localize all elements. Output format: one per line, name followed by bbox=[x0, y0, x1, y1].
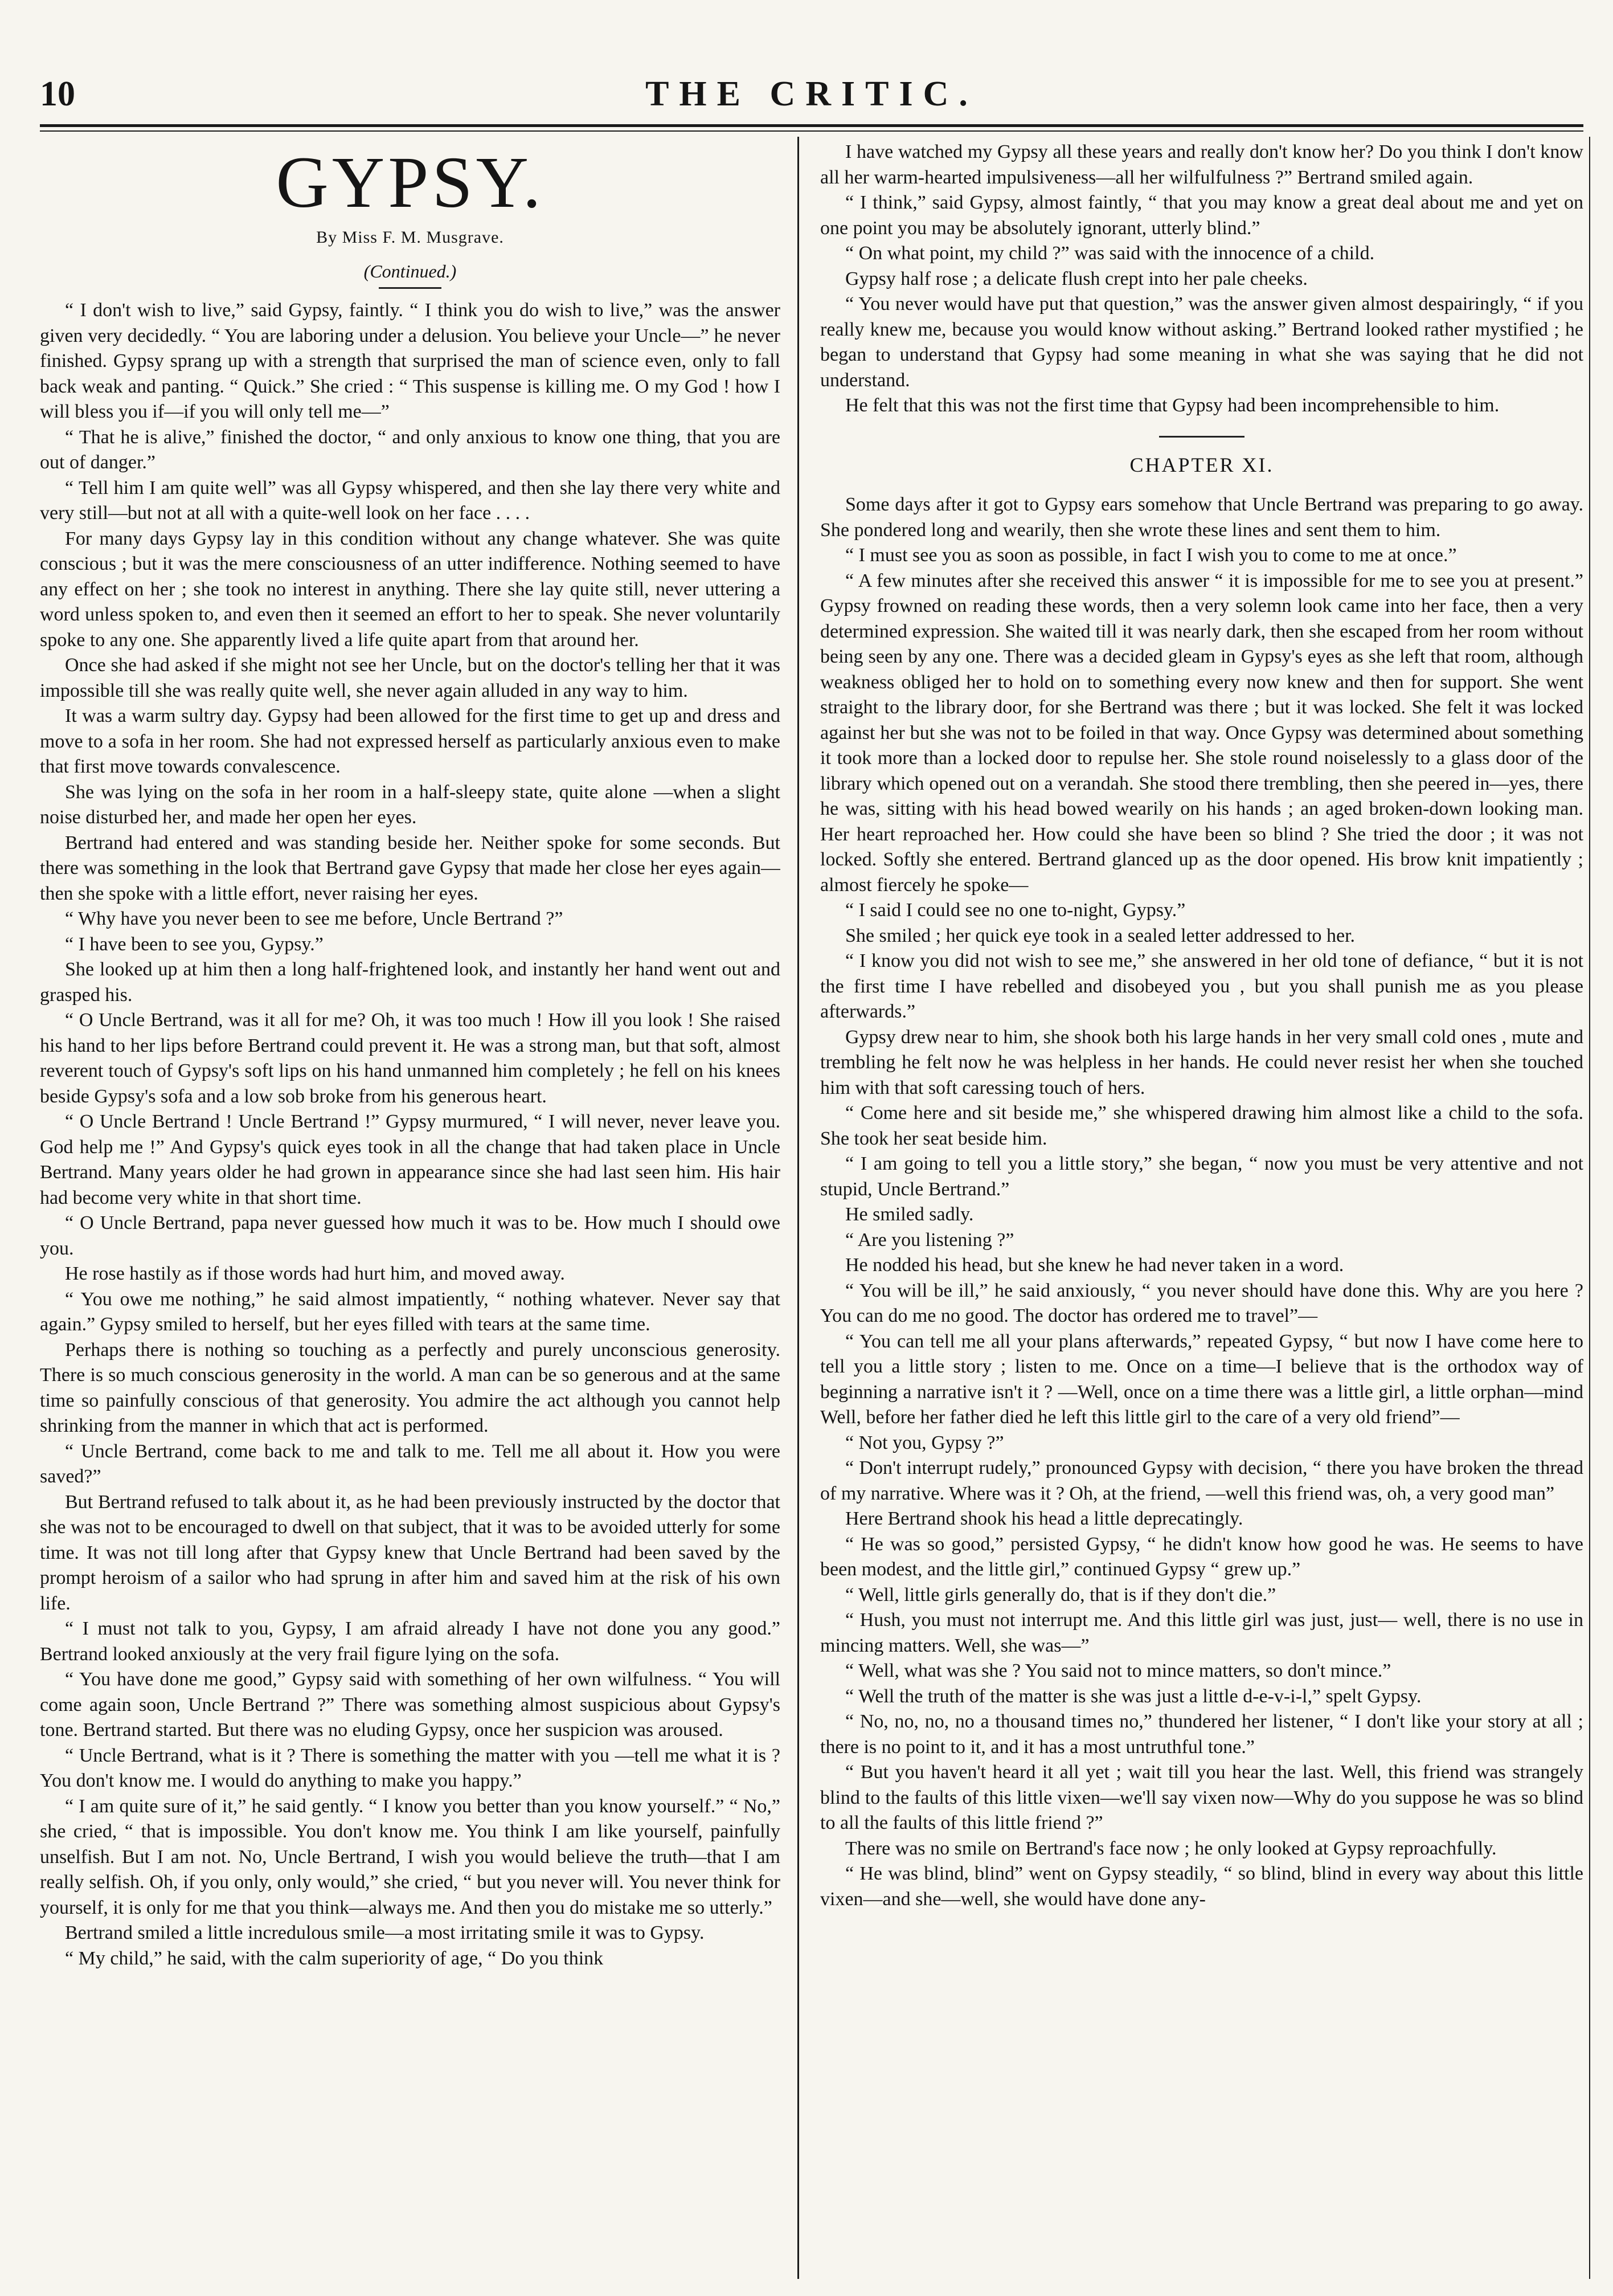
paragraph: “ Don't interrupt rudely,” pronounced Gypsy with decision, “ there you have broken the thread of my narrative. Where was it ? Oh, at the friend, —well this friend was, oh, a very good man” bbox=[820, 1457, 1583, 1504]
paragraph: “ Uncle Bertrand, what is it ? There is something the matter with you —tell me what it is ? You don't know me. I would do anything to make you happy.” bbox=[40, 1745, 780, 1791]
paragraph: “ Well the truth of the matter is she was just a little d-e-v-i-l,” spelt Gypsy. bbox=[845, 1685, 1422, 1707]
paragraph: “ A few minutes after she received this answer “ it is impossible for me to see you at present.” Gypsy frowned on reading these words, then a very solemn look came into her face, then a very determined expression. She waited till it was nearly dark, then she escaped from her room without being seen by any one. There was a decided gleam in Gypsy's eyes as she left that room, although weakness obliged her to hold on to something every now knew and then for support. She went straight to the library door, for she Bertrand was there ; but it was locked. She felt it was locked against her but she was not to be foiled in that way. Once Gypsy was determined about something it took more than a locked door to repulse her. She stole round noiselessly to a glass door of the library which opened out on a verandah. She stood there trembling, then she peered in—yes, there he was, sitting with his head bowed wearily on his hands ; an aged broken-down looking man. Her heart reproached her. How could she have been so blind ? She tried the door ; it was not locked. Softly she entered. Bertrand glanced up as the door opened. His brow knit impatiently ; almost fiercely he spoke— bbox=[820, 570, 1583, 896]
paragraph: Perhaps there is nothing so touching as a perfectly and purely unconscious generosity. There is so much conscious generosity in the world. A man can be so generous and at the same time so painfully conscious of that generosity. You admire the act although you cannot help shrinking from the manner in which that act is performed. bbox=[40, 1339, 780, 1436]
journal-title: THE CRITIC. bbox=[645, 75, 978, 113]
paragraph: “ No, no, no, no a thousand times no,” thundered her listener, “ I don't like your story at all ; there is no point to it, and it has a most untruthful tone.” bbox=[820, 1711, 1583, 1758]
paragraph: “ I said I could see no one to-night, Gypsy.” bbox=[845, 900, 1186, 921]
paragraph: “ Well, what was she ? You said not to mince matters, so don't mince.” bbox=[845, 1660, 1391, 1681]
page-number: 10 bbox=[40, 75, 75, 113]
paragraph: “ You have done me good,” Gypsy said with something of her own wilfulness. “ You will come again soon, Uncle Bertrand ?” There was something almost suspicious about Gypsy's tone. Bertrand started. But there was no eluding Gypsy, once her suspicion was aroused. bbox=[40, 1669, 780, 1741]
paragraph: “ He was so good,” persisted Gypsy, “ he didn't know how good he was. He seems to have been modest, and the little girl,” continued Gypsy “ grew up.” bbox=[820, 1533, 1583, 1580]
paragraph: Gypsy drew near to him, she shook both his large hands in her very small cold ones , mute and trembling he felt now he was helpless in her hands. He could never resist her when she touched him with that soft caressing touch of hers. bbox=[820, 1026, 1583, 1098]
paragraph: “ O Uncle Bertrand, papa never guessed how much it was to be. How much I should owe you. bbox=[40, 1212, 780, 1259]
left-column bbox=[40, 140, 780, 2273]
paragraph: Some days after it got to Gypsy ears somehow that Uncle Bertrand was preparing to go away. She pondered long and wearily, then she wrote these lines and sent them to him. bbox=[820, 494, 1583, 541]
header-rule-thick bbox=[40, 124, 1583, 127]
right-margin-rule bbox=[1589, 137, 1590, 2279]
article-title: GYPSY. bbox=[276, 142, 545, 223]
paragraph: For many days Gypsy lay in this condition without any change whatever. She was quite conscious ; but it was the mere consciousness of an utter indifference. Nothing seemed to have any effect on her ; she took no interest in anything. There she lay quite still, never uttering a word unless spoken to, and even then it seemed an effort to her to speak. She never voluntarily spoke to any one. She apparently lived a life quite apart from that around her. bbox=[40, 528, 780, 651]
chapter-rule bbox=[1159, 436, 1244, 438]
paragraph: “ I am going to tell you a little story,” she began, “ now you must be very attentive and not stupid, Uncle Bertrand.” bbox=[820, 1153, 1583, 1200]
paragraph: “ But you haven't heard it all yet ; wait till you hear the last. Well, this friend was strangely blind to the faults of this little vixen—we'll say vixen now—Why do you suppose he was so blind to all the faults of this little friend ?” bbox=[820, 1762, 1583, 1833]
chapter-heading: CHAPTER XI. bbox=[1129, 453, 1274, 476]
paragraph: “ Hush, you must not interrupt me. And this little girl was just, just— well, there is no use in mincing matters. Well, she was—” bbox=[820, 1609, 1583, 1656]
column-divider bbox=[797, 137, 799, 2279]
paragraph: Bertrand had entered and was standing beside her. Neither spoke for some seconds. But there was something in the look that Bertrand gave Gypsy that made her close her eyes again—then she spoke with a little effort, never raising her eyes. bbox=[40, 832, 780, 904]
right-column-top-body bbox=[820, 140, 1583, 419]
header-rule-thin bbox=[40, 130, 1583, 132]
paragraph: “ You will be ill,” he said anxiously, “ you never should have done this. Why are you here ? You can do me no good. The doctor has ordered me to travel”— bbox=[820, 1280, 1583, 1326]
paragraph: He smiled sadly. bbox=[845, 1204, 974, 1225]
paragraph: “ My child,” he said, with the calm superiority of age, “ Do you think bbox=[65, 1947, 604, 1969]
paragraph: “ I have been to see you, Gypsy.” bbox=[65, 933, 324, 955]
paragraph: I have watched my Gypsy all these years and really don't know her? Do you think I don't know all her warm-hearted impulsiveness—all her wilfulfulness ?” Bertrand smiled again. bbox=[820, 141, 1583, 188]
paragraph: “ I am quite sure of it,” he said gently. “ I know you better than you know yourself.” “ No,” she cried, “ that is impossible. You don't know me. You think I am like yourself, painfully unselfish. But I am not. No, Uncle Bertrand, I wish you would believe the truth—that I am really selfish. Oh, if you only, only would,” she cried, “ but you never will. You never think for yourself, it is only for me that you think—always me. And then you do mistake me so utterly.” bbox=[40, 1795, 780, 1918]
paragraph: “ I must not talk to you, Gypsy, I am afraid already I have not done you any good.” Bertrand looked anxiously at the very frail figure lying on the sofa. bbox=[40, 1618, 780, 1665]
paragraph: “ I know you did not wish to see me,” she answered in her old tone of defiance, “ but it is not the first time I have rebelled and disobeyed you , but you shall punish me as you please afterwards.” bbox=[820, 950, 1583, 1022]
paragraph: “ O Uncle Bertrand, was it all for me? Oh, it was too much ! How ill you look ! She raised his hand to her lips before Bertrand could prevent it. He was a strong man, but that soft, almost reverent touch of Gypsy's soft lips on his hand unmanned him completely ; he fell on his knees beside Gypsy's sofa and a low sob broke from his generous heart. bbox=[40, 1010, 780, 1107]
title-rule bbox=[379, 287, 441, 289]
paragraph: He rose hastily as if those words had hurt him, and moved away. bbox=[65, 1263, 565, 1284]
paragraph: “ I don't wish to live,” said Gypsy, faintly. “ I think you do wish to live,” was the answer given very decidedly. “ You are laboring under a delusion. You believe your Uncle—” he never finished. Gypsy sprang up with a strength that surprised the man of science even, only to fall back weak and panting. “ Quick.” She cried : “ This suspense is killing me. O my God ! how I will bless you if—if you will only tell me—” bbox=[40, 300, 780, 422]
paragraph: She was lying on the sofa in her room in a half-sleepy state, quite alone —when a slight noise disturbed her, and made her open her eyes. bbox=[40, 781, 780, 828]
paragraph: She smiled ; her quick eye took in a sealed letter addressed to her. bbox=[845, 925, 1356, 946]
paragraph: “ Are you listening ?” bbox=[845, 1229, 1014, 1251]
paragraph: “ Tell him I am quite well” was all Gypsy whispered, and then she lay there very white and very still—but not at all with a quite-well look on her face . . . . bbox=[40, 477, 780, 524]
continued-label: (Continued.) bbox=[363, 260, 457, 281]
paragraph: “ He was blind, blind” went on Gypsy steadily, “ so blind, blind in every way about this little vixen—and she—well, she would have done any- bbox=[820, 1863, 1583, 1910]
paragraph: Here Bertrand shook his head a little deprecatingly. bbox=[845, 1508, 1243, 1529]
paragraph: “ Why have you never been to see me before, Uncle Bertrand ?” bbox=[65, 908, 563, 929]
right-column-chapter-body bbox=[820, 492, 1583, 1912]
paragraph: Gypsy half rose ; a delicate flush crept into her pale cheeks. bbox=[845, 268, 1308, 289]
page-header bbox=[40, 74, 1583, 120]
paragraph: But Bertrand refused to talk about it, as he had been previously instructed by the doctor that she was not to be encouraged to dwell on that subject, that it was to be avoided utterly for some time. It was not till long after that Gypsy knew that Uncle Bertrand had been saved by the prompt heroism of a sailor who had sprung in after him and saved him at the risk of his own life. bbox=[40, 1491, 780, 1614]
paragraph: Bertrand smiled a little incredulous smile—a most irritating smile it was to Gypsy. bbox=[65, 1922, 705, 1943]
paragraph: She looked up at him then a long half-frightened look, and instantly her hand went out and grasped his. bbox=[40, 959, 780, 1006]
paragraph: He felt that this was not the first time that Gypsy had been incomprehensible to him. bbox=[845, 395, 1500, 416]
paragraph: “ Well, little girls generally do, that is if they don't die.” bbox=[845, 1584, 1276, 1605]
paragraph: “ Not you, Gypsy ?” bbox=[845, 1432, 1004, 1453]
left-column-body bbox=[40, 298, 780, 1971]
paragraph: “ O Uncle Bertrand ! Uncle Bertrand !” Gypsy murmured, “ I will never, never leave you. God help me !” And Gypsy's quick eyes took in all the change that had taken place in Uncle Bertrand. Many years older he had grown in appearance since she had last seen him. His hair had become very white in that short time. bbox=[40, 1111, 780, 1208]
paragraph: Once she had asked if she might not see her Uncle, but on the doctor's telling her that it was impossible till she was really quite well, she never again alluded in any way to him. bbox=[40, 655, 780, 701]
paragraph: “ I think,” said Gypsy, almost faintly, “ that you may know a great deal about me and yet on one point you may be absolutely ignorant, utterly blind.” bbox=[820, 192, 1583, 239]
paragraph: “ I must see you as soon as possible, in fact I wish you to come to me at once.” bbox=[845, 545, 1457, 566]
paragraph: “ Come here and sit beside me,” she whispered drawing him almost like a child to the sofa. She took her seat beside him. bbox=[820, 1102, 1583, 1149]
paragraph: It was a warm sultry day. Gypsy had been allowed for the first time to get up and dress and move to a sofa in her room. She had not expressed herself as particularly anxious even to make that first move towards convalescence. bbox=[40, 705, 780, 777]
paragraph: There was no smile on Bertrand's face now ; he only looked at Gypsy reproachfully. bbox=[845, 1837, 1497, 1859]
article-byline: By Miss F. M. Musgrave. bbox=[316, 228, 504, 247]
right-column bbox=[820, 140, 1583, 2273]
paragraph: “ That he is alive,” finished the doctor, “ and only anxious to know one thing, that you are out of danger.” bbox=[40, 426, 780, 473]
paragraph: “ On what point, my child ?” was said with the innocence of a child. bbox=[845, 243, 1375, 264]
paragraph: “ Uncle Bertrand, come back to me and talk to me. Tell me all about it. How you were saved?” bbox=[40, 1440, 780, 1487]
paragraph: “ You owe me nothing,” he said almost impatiently, “ nothing whatever. Never say that again.” Gypsy smiled to herself, but her eyes filled with tears at the same time. bbox=[40, 1288, 780, 1335]
paragraph: He nodded his head, but she knew he had never taken in a word. bbox=[845, 1255, 1344, 1276]
paragraph: “ You can tell me all your plans afterwards,” repeated Gypsy, “ but now I have come here to tell you a little story ; listen to me. Once on a time—I believe that is the orthodox way of beginning a narrative isn't it ? —Well, once on a time there was a little girl, a little orphan—mind Well, before her father died he left this little girl to the care of a very old friend”— bbox=[820, 1330, 1583, 1428]
paragraph: “ You never would have put that question,” was the answer given almost despairingly, “ if you really knew me, because you would know without asking.” Bertrand looked rather mystified ; he began to understand that Gypsy had some meaning in what she was saying that he did not understand. bbox=[820, 293, 1583, 391]
